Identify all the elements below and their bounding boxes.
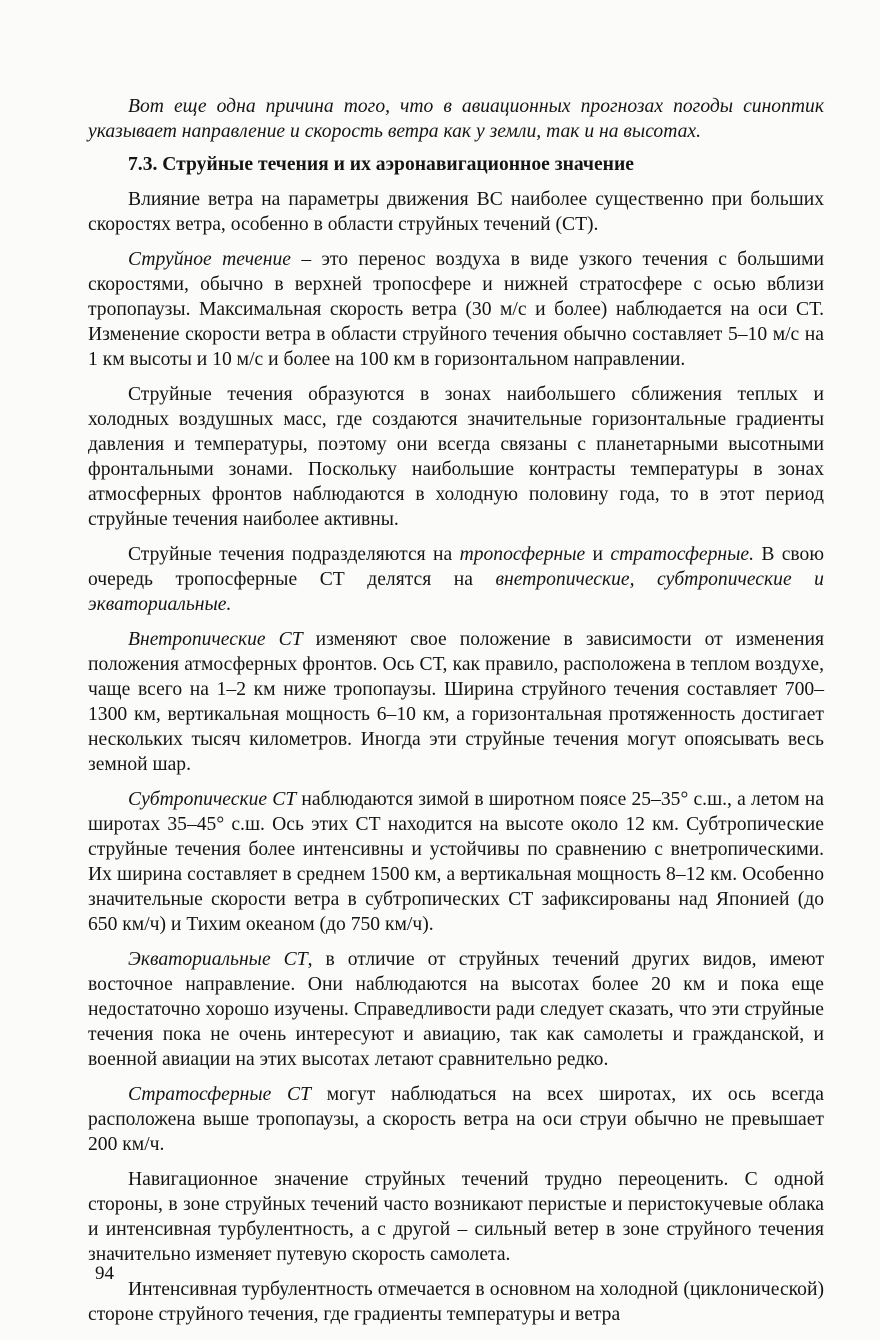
paragraph-5-text: изменяют свое положение в зависимости от изменения положения атмосферных фронтов. Ось СТ, как правило, расположена в теплом воздухе, чаще всего на 1–2 км ниже тропопаузы. Ширина струйного течения составляет 700–1300 км, вертикальная мощность 6–10 км, а горизонтальная протяженность достигает нескольких тысяч километров. Иногда эти струйные течения могут опоясывать весь земной шар. xyxy=(88,629,824,775)
section-heading: 7.3. Струйные течения и их аэронавигационное значение xyxy=(128,154,634,175)
paragraph-10: Интенсивная турбулентность отмечается в основном на холодной (циклонической) стороне струйного течения, где градиенты температуры и ветра xyxy=(88,1279,824,1325)
intro-paragraph: Вот еще одна причина того, что в авиационных прогнозах погоды синоптик указывает направление и скорость ветра как у земли, так и на высотах. xyxy=(88,96,824,142)
term-extratropical: Внетропические СТ xyxy=(128,629,303,650)
term-tropospheric: тропосферные xyxy=(459,544,586,565)
term-stratospheric: стратосферные. xyxy=(610,544,754,565)
paragraph-4 xyxy=(88,542,824,617)
term-subtypes: внетропические, субтропические и экваториальные. xyxy=(88,569,824,615)
page-text xyxy=(88,94,824,1337)
page-number: 94 xyxy=(95,1263,114,1284)
paragraph-4-part-c: и xyxy=(585,544,611,565)
paragraph-9: Навигационное значение струйных течений трудно переоценить. С одной стороны, в зоне струйных течений часто возникают перистые и перистокучевые облака и интенсивная турбулентность, а с другой – сильный ветер в зоне струйного течения значительно изменяет путевую скорость самолета. xyxy=(88,1169,824,1265)
term-subtropical: Субтропические СТ xyxy=(128,789,297,810)
paragraph-2-text: – это перенос воздуха в виде узкого течения с большими скоростями, обычно в верхней тропосфере и нижней стратосфере с осью вблизи тропопаузы. Максимальная скорость ветра (30 м/с и более) наблюдается на оси СТ. Изменение скорости ветра в области струйного течения обычно составляет 5–10 м/с на 1 км высоты и 10 м/с и более на 100 км в горизонтальном направлении. xyxy=(88,249,824,370)
paragraph-1: Влияние ветра на параметры движения ВС наиболее существенно при больших скоростях ветра, особенно в области струйных течений (СТ). xyxy=(88,189,824,235)
paragraph-2 xyxy=(88,247,824,372)
paragraph-4-part-a: Струйные течения подразделяются на xyxy=(128,544,460,565)
paragraph-6 xyxy=(88,787,824,937)
paragraph-8 xyxy=(88,1082,824,1157)
term-equatorial: Экваториальные СТ xyxy=(128,949,308,970)
term-jet-stream: Струйное течение xyxy=(128,249,291,270)
paragraph-3: Струйные течения образуются в зонах наибольшего сближения теплых и холодных воздушных масс, где создаются значительные горизонтальные градиенты давления и температуры, поэтому они всегда связаны с планетарными высотными фронтальными зонами. Поскольку наибольшие контрасты температуры в зонах атмосферных фронтов наблюдаются в холодную половину года, то в этот период струйные течения наиболее активны. xyxy=(88,384,824,530)
paragraph-4-part-e: В свою очередь тропосферные СТ делятся на xyxy=(88,544,824,590)
paragraph-7-text: , в отличие от струйных течений других видов, имеют восточное направление. Они наблюдаются на высотах более 20 км и пока еще недостаточно хорошо изучены. Справедливости ради следует сказать, что эти струйные течения пока не очень интересуют и авиацию, так как самолеты и гражданской, и военной авиации на этих высотах летают сравнительно редко. xyxy=(88,949,825,1070)
paragraph-8-text: могут наблюдаться на всех широтах, их ось всегда расположена выше тропопаузы, а скорость ветра на оси струи обычно не превышает 200 км/ч. xyxy=(88,1084,824,1155)
term-stratospheric-jet: Стратосферные СТ xyxy=(128,1084,312,1105)
paragraph-5 xyxy=(88,627,824,777)
paragraph-6-text: наблюдаются зимой в широтном поясе 25–35° с.ш., а летом на широтах 35–45° с.ш. Ось этих СТ находится на высоте около 12 км. Субтропические струйные течения более интенсивны и устойчивы по сравнению с внетропическими. Их ширина составляет в среднем 1500 км, а вертикальная мощность 8–12 км. Особенно значительные скорости ветра в субтропических СТ зафиксированы над Японией (до 650 км/ч) и Тихим океаном (до 750 км/ч). xyxy=(88,789,824,935)
paragraph-7 xyxy=(88,947,824,1072)
